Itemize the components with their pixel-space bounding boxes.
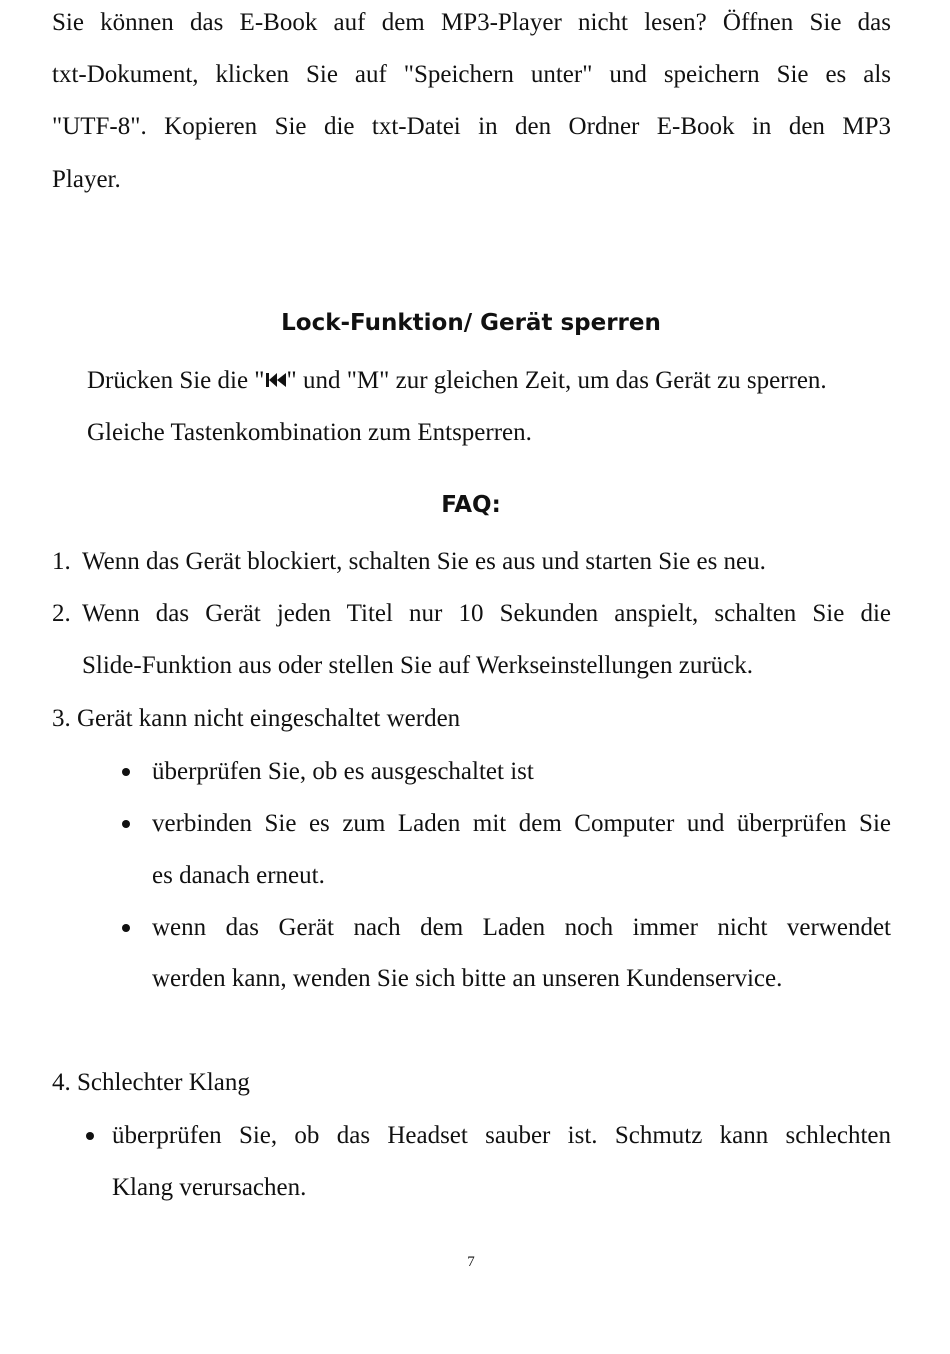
faq-item-1-text: Wenn das Gerät blockiert, schalten Sie es aus und starten Sie es neu. xyxy=(82,548,766,575)
page-number: 7 xyxy=(467,1254,475,1270)
intro-line-3: "UTF-8". Kopieren Sie die txt-Datei in den Ordner E-Book in den MP3 xyxy=(52,113,891,140)
faq-item-2-number: 2. xyxy=(52,600,71,627)
faq-item-2-line-2: Slide-Funktion aus oder stellen Sie auf Werkseinstellungen zurück. xyxy=(82,652,753,679)
intro-line-1: Sie können das E-Book auf dem MP3-Player nicht lesen? Öffnen Sie das xyxy=(52,9,891,36)
lock-heading: Lock-Funktion/ Gerät sperren xyxy=(281,310,661,336)
intro-line-2: txt-Dokument, klicken Sie auf "Speichern unter" und speichern Sie es als xyxy=(52,61,891,88)
faq-item-4-bullet-1-line-1: überprüfen Sie, ob das Headset sauber ist. Schmutz kann schlechten xyxy=(112,1122,891,1149)
faq-item-1-number: 1. xyxy=(52,548,71,575)
lock-line-1-before: Drücken Sie die " xyxy=(87,367,265,394)
faq-item-3-bullet-3-line-2: werden kann, wenden Sie sich bitte an unseren Kundenservice. xyxy=(152,965,783,992)
bullet-dot xyxy=(122,768,130,776)
lock-line-2: Gleiche Tastenkombination zum Entsperren. xyxy=(87,419,532,446)
lock-line-1 xyxy=(87,366,827,396)
bullet-dot xyxy=(122,924,130,932)
faq-item-3-title: 3. Gerät kann nicht eingeschaltet werden xyxy=(52,705,461,732)
faq-heading: FAQ: xyxy=(441,492,501,518)
bullet-dot xyxy=(86,1132,94,1140)
faq-item-2-line-1: Wenn das Gerät jeden Titel nur 10 Sekunden anspielt, schalten Sie die xyxy=(82,600,891,627)
intro-line-4: Player. xyxy=(52,166,121,193)
faq-item-3-bullet-3-line-1: wenn das Gerät nach dem Laden noch immer nicht verwendet xyxy=(152,914,891,941)
skip-back-icon xyxy=(265,371,287,389)
faq-item-3-bullet-1: überprüfen Sie, ob es ausgeschaltet ist xyxy=(152,758,534,785)
faq-item-4-title: 4. Schlechter Klang xyxy=(52,1069,250,1096)
lock-line-1-after: " und "M" zur gleichen Zeit, um das Gerät zu sperren. xyxy=(286,367,827,394)
faq-item-3-bullet-2-line-2: es danach erneut. xyxy=(152,862,325,889)
faq-item-4-bullet-1-line-2: Klang verursachen. xyxy=(112,1174,307,1201)
bullet-dot xyxy=(122,820,130,828)
faq-item-3-bullet-2-line-1: verbinden Sie es zum Laden mit dem Computer und überprüfen Sie xyxy=(152,810,891,837)
